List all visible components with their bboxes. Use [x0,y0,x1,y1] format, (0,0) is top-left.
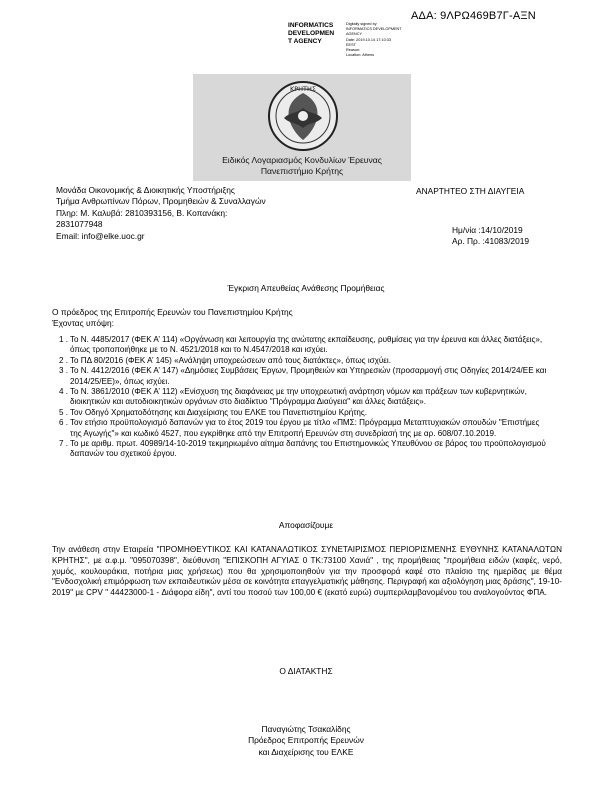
list-item-number: 4 . [59,387,68,397]
list-item [52,366,552,387]
list-item-number: 7 . [59,439,68,449]
department-contact-block [56,185,346,242]
decision-heading: Αποφασίζουμε [278,520,334,530]
dept-email: Email: info@elke.uoc.gr [56,230,145,241]
signer-role: Πρόεδρος Επιτροπής Ερευνών [248,735,364,746]
stamp-detail-line: EEST [346,42,356,47]
digital-signature-details [346,22,410,58]
considerations-list [52,335,552,460]
date-protocol-block [452,225,529,248]
list-item-text: Το ΠΔ 80/2016 (ΦΕΚ Α’ 145) «Ανάληψη υποχρεώσεων από τους διατάκτες», όπως ισχύει. [70,355,391,365]
list-item-text: Τον Οδηγό Χρηματοδότησης και Διαχείρισης του ΕΛΚΕ του Πανεπιστημίου Κρήτης. [70,407,368,417]
stamp-detail-line: Digitally signed by [346,22,377,26]
dept-line: Πληρ: Μ. Καλυβά: 2810393156, Β. Κοπανάκη: [56,207,228,218]
stamp-detail-line: Location: Athens [346,53,375,58]
signer-name: Παναγιώτης Τσακαλίδης [261,724,351,734]
list-item-number: 2 . [59,355,68,365]
preamble-line: Ο πρόεδρος της Επιτροπής Ερευνών του Πανεπιστημίου Κρήτης [52,307,293,317]
list-item [52,335,552,356]
signer-role: και Διαχείρισης του ΕΛΚΕ [258,746,354,757]
list-item-text: Το με αριθμ. πρωτ. 40989/14-10-2019 τεκμηριωμένο αίτημα δαπάνης του Επιστημονικώς Υπευθύνου σε βάρος του προϋπολογισμού δαπανών του σχετικού έργου. [70,439,546,459]
document-date: Ημ/νία :14/10/2019 [452,225,523,235]
university-seal-icon [260,78,346,154]
stamp-org-line: INFORMATICS [288,22,334,29]
digital-signature-org [288,22,346,46]
list-item [52,356,552,366]
decision-text: Την ανάθεση στην Εταιρεία "ΠΡΟΜΗΘΕΥΤΙΚΟΣ ΚΑΙ ΚΑΤΑΝΑΛΩΤΙΚΟΣ ΣΥΝΕΤΑΙΡΙΣΜΟΣ ΠΕΡΙΟΡΙΣΜΕΝΗΣ ΕΥΘΥΝΗΣ ΚΑΤΑΝΑΛΩΤΩΝ ΚΡΗΤΗΣ", με α.φ.μ. "095070398", διεύθυνση "ΕΠΙΣΚΟΠΗ ΑΓΥΙΑΣ 0 ΤΚ:73100 Χανιά" , της προμήθειας "προμήθεια ειδών (καφές, νερό, χυμός, κουλουράκια, ποτήρια μιας χρήσεως) που θα χρησιμοποιηθούν για την προσφορά καφέ στο πλαίσιο της ημερίδας με θέμα "Ενδοσχολική επιμόρφωση των εκπαιδευτικών μέσα σε κοινότητα επαγγελματικής μάθησης. Περιγραφή και αξιολόγηση μιας δράσης", 19-10-2019" με CPV " 44423000-1 - Διάφορα είδη", αντί του ποσού των 100,00 € (εκατό ευρώ) συμπεριλαμβανομένου του αναλογούντος ΦΠΑ. [52,545,562,598]
signer-block [0,724,612,758]
list-item-number: 5 . [59,407,68,417]
elke-name-line: Πανεπιστήμιο Κρήτης [260,165,344,176]
publish-label: ΑΝΑΡΤΗΤΕΟ ΣΤΗ ΔΙΑΥΓΕΙΑ [416,186,525,196]
list-item-text: Το Ν. 3861/2010 (ΦΕΚ Α’ 112) «Ενίσχυση της διαφάνειας με την υποχρεωτική ανάρτηση νόμων και πράξεων των κυβερνητικών, διοικητικών και αυτοδιοικητικών οργάνων στο διαδίκτυο "Πρόγραμμα Διαύγεια" και άλλες διατάξεις». [70,387,527,407]
list-item [52,387,552,408]
stamp-detail-line: Date: 2019.10.14 17:10:33 [346,37,391,42]
elke-name [193,155,411,176]
list-item-number: 6 . [59,418,68,428]
signer-title: Ο ΔΙΑΤΑΚΤΗΣ [279,666,333,676]
protocol-number: Αρ. Πρ. :41083/2019 [452,236,530,247]
list-item [52,439,552,460]
list-item-text: Τον ετήσιο προϋπολογισμό δαπανών για το έτος 2019 του έργου με τίτλο «ΠΜΣ: Πρόγραμμα Μεταπτυχιακών σπουδών "Επιστήμες της Αγωγής"» και κωδικό 4527, που εγκρίθηκε από την Επιτροπή Ερευνών στη συνεδρίασή της με αρ. 608/07.10.2019. [70,418,540,438]
stamp-org-line: DEVELOPMEN [288,30,335,37]
seal-text: ΚΡΗΤΗΣ [289,85,317,93]
dept-line: Μονάδα Οικονομικής & Διοικητικής Υποστήριξης [56,185,235,195]
stamp-detail-line: Reason: [346,48,361,53]
list-item-text: Το Ν. 4485/2017 (ΦΕΚ Α’ 114) «Οργάνωση και λειτουργία της ανώτατης εκπαίδευσης, ρυθμίσεις για την έρευνα και άλλες διατάξεις», όπως τροποποιήθηκε με το Ν. 4521/2018 και το Ν.4547/2018 και ισχύει. [70,335,543,355]
list-item [52,418,552,439]
preamble [52,307,572,330]
document-subject: Έγκριση Απευθείας Ανάθεσης Προμήθειας [227,283,385,293]
elke-name-line: Ειδικός Λογαριασμός Κονδυλίων Έρευνας [222,155,382,165]
list-item [52,408,552,418]
stamp-detail-line: INFORMATICS DEVELOPMENT AGENCY [346,27,402,37]
preamble-line: Έχοντας υπόψη: [52,318,114,329]
dept-line: 2831077948 [56,219,103,230]
ada-number: ΑΔΑ: 9ΛΡΩ469Β7Γ-ΑΞΝ [411,10,536,22]
list-item-text: Το Ν. 4412/2016 (ΦΕΚ Α’ 147) «Δημόσιες Συμβάσεις Έργων, Προμηθειών και Υπηρεσιών (προσαρμογή στις Οδηγίες 2014/24/ΕΕ και 2014/25/ΕΕ)», όπως ισχύει. [70,366,547,386]
dept-line: Τμήμα Ανθρωπίνων Πόρων, Προμηθειών & Συναλλαγών [56,196,266,207]
list-item-number: 1 . [59,335,68,344]
list-item-number: 3 . [59,366,68,376]
stamp-org-line: T AGENCY [288,38,322,45]
